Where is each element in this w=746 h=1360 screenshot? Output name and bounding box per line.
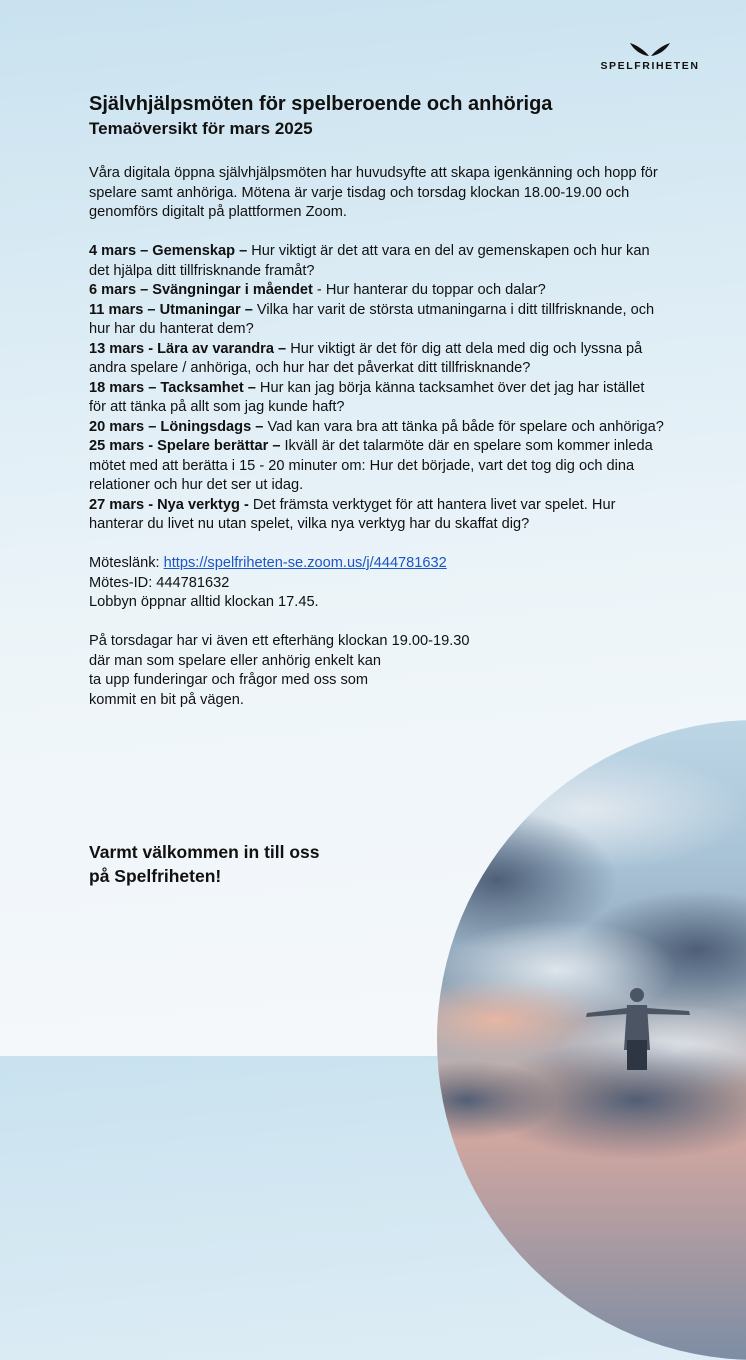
afterhang-line: På torsdagar har vi även ett efterhäng klockan 19.00-19.30: [89, 633, 470, 649]
schedule-item-text: Vilka har varit de största utmaningarna i ditt tillfrisknande, och hur har du hanterat dem?: [89, 301, 655, 337]
page-title: Självhjälpsmöten för spelberoende och anhöriga: [89, 93, 553, 115]
meeting-info: [89, 554, 664, 613]
meeting-id: Mötes-ID: 444781632: [89, 574, 230, 591]
lobby-info: Lobbyn öppnar alltid klockan 17.45.: [89, 594, 319, 610]
afterhang-line: där man som spelare eller anhörig enkelt kan: [89, 652, 382, 669]
schedule-item-heading: 13 mars - Lära av varandra –: [89, 340, 287, 357]
schedule-item: [89, 281, 664, 301]
afterhang-line: kommit en bit på vägen.: [89, 691, 244, 708]
meeting-link-line: [89, 554, 664, 574]
intro-paragraph: Våra digitala öppna självhjälpsmöten har huvudsyfte att skapa igenkänning och hopp för spelare samt anhöriga. Mötena är varje tisdag och torsdag klockan 18.00-19.00 och genomförs digitalt på plattformen Zoom.: [89, 165, 658, 220]
meeting-link[interactable]: https://spelfriheten-se.zoom.us/j/444781632: [163, 555, 447, 571]
schedule-item-text: Hur viktigt är det för dig att dela med dig och lyssna på andra spelare / anhöriga, och hur har det påverkat ditt tillfrisknande?: [89, 340, 643, 376]
schedule-item-text: Vad kan vara bra att tänka på både för spelare och anhöriga?: [263, 418, 664, 435]
schedule-item-text: Hur kan jag börja känna tacksamhet över det jag har istället för att tänka på allt som jag kunde haft?: [89, 379, 645, 415]
schedule-item-heading: 18 mars – Tacksamhet –: [89, 379, 256, 396]
afterhang-line: ta upp funderingar och frågor med oss som: [89, 672, 369, 688]
welcome-message: Varmt välkommen in till oss på Spelfriheten!: [89, 842, 320, 886]
schedule-item-heading: 27 mars - Nya verktyg -: [89, 496, 249, 513]
schedule-item-heading: 20 mars – Löningsdags –: [89, 418, 264, 435]
afterhang-info: [89, 632, 664, 710]
wings-icon: [629, 40, 671, 57]
schedule-item-heading: 6 mars – Svängningar i måendet: [89, 282, 313, 298]
main-content: [89, 164, 664, 710]
schedule-item: [89, 418, 664, 438]
schedule-item-heading: 4 mars – Gemenskap –: [89, 243, 248, 259]
brand-name: SPELFRIHETEN: [600, 60, 700, 72]
schedule-item-heading: 25 mars - Spelare berättar –: [89, 438, 281, 454]
schedule-item: [89, 340, 664, 379]
schedule-item-text: - Hur hanterar du toppar och dalar?: [312, 282, 546, 298]
page-subtitle: Temaöversikt för mars 2025: [89, 119, 313, 138]
schedule-item-text: Det främsta verktyget för att hantera livet var spelet. Hur hanterar du livet nu utan spelet, vilka nya verktyg har du skaffat dig?: [89, 496, 616, 532]
schedule-item-text: Ikväll är det talarmöte där en spelare som kommer inleda mötet med att berätta i 15 - 20 minuter om: Hur det började, vart det tog dig och dina relationer och hur det ser ut idag.: [89, 438, 653, 493]
schedule-item: [89, 496, 664, 535]
sky-photo: [437, 720, 746, 1360]
meeting-link-label: Möteslänk:: [89, 555, 164, 571]
schedule-item: [89, 301, 664, 340]
schedule-item: [89, 437, 664, 496]
schedule-item: [89, 379, 664, 418]
brand-logo: [597, 40, 703, 72]
schedule-item: [89, 242, 664, 281]
schedule-item-heading: 11 mars – Utmaningar –: [89, 301, 253, 318]
schedule-list: [89, 242, 664, 535]
schedule-item-text: Hur viktigt är det att vara en del av gemenskapen och hur kan det hjälpa ditt tillfrisknande framåt?: [89, 243, 650, 279]
